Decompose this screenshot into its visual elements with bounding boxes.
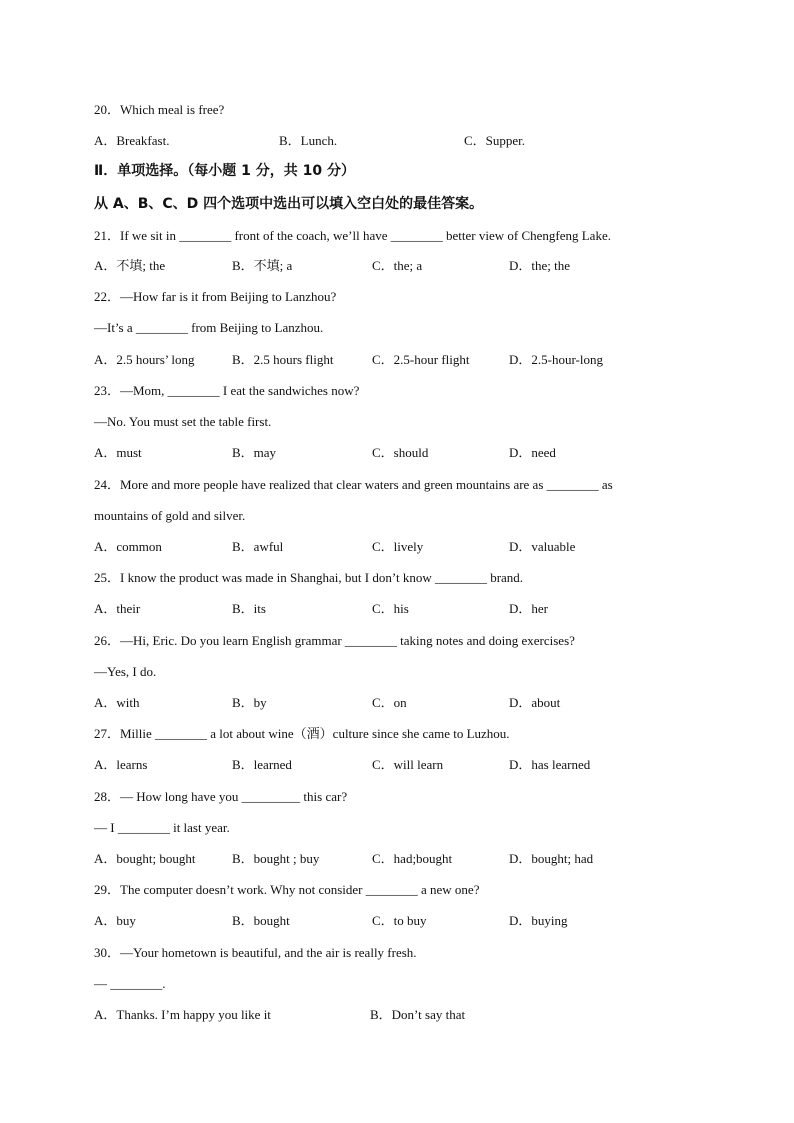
question-28-line-2: — I ________ it last year. [94,820,230,835]
option-c: C．will learn [372,757,444,772]
question-23-options [94,444,714,462]
option-c: C．to buy [372,913,427,928]
question-27-options [94,756,714,774]
option-a: A．must [94,445,142,460]
option-b: B．bought ; buy [232,851,320,866]
option-a: A．with [94,695,140,710]
question-30-options [94,1006,714,1024]
question-26-options [94,694,714,712]
question-28-options [94,850,714,868]
option-b: B．bought [232,913,290,928]
option-a: A．learns [94,757,148,772]
option-d: D．need [509,445,556,460]
option-a: A．common [94,539,162,554]
option-d: D．about [509,695,561,710]
option-b: B．Don’t say that [370,1007,466,1022]
question-22-line-1: 22．—How far is it from Beijing to Lanzhou? [94,289,337,304]
option-d: D．buying [509,913,568,928]
option-d: D．the; the [509,258,571,273]
question-26-line-2: —Yes, I do. [94,664,157,679]
question-25-line-1: 25．I know the product was made in Shanghai, but I don’t know ________ brand. [94,570,524,585]
option-c: C．his [372,601,409,616]
option-d: D．has learned [509,757,591,772]
option-b: B．its [232,601,266,616]
question-21-options [94,257,714,275]
option-a: A．Breakfast. [94,133,170,148]
option-d: D．bought; had [509,851,594,866]
question-28-line-1: 28．— How long have you _________ this car? [94,789,348,804]
option-b: B．2.5 hours flight [232,352,334,367]
question-29-options [94,912,714,930]
option-a: A．buy [94,913,136,928]
option-a: A．their [94,601,141,616]
option-b: B．learned [232,757,292,772]
option-c: C．the; a [372,258,423,273]
option-c: C．2.5-hour flight [372,352,470,367]
option-a: A．Thanks. I’m happy you like it [94,1007,271,1022]
option-b: B．by [232,695,267,710]
option-d: D．her [509,601,548,616]
option-a: A．2.5 hours’ long [94,352,195,367]
question-25-options [94,600,714,618]
section-instruction: 从 A、B、C、D 四个选项中选出可以填入空白处的最佳答案。 [94,196,484,212]
question-21-line-1: 21．If we sit in ________ front of the coach, we’ll have ________ better view of Chengfeng Lake. [94,228,611,243]
option-d: D．2.5-hour-long [509,352,603,367]
option-b: B．awful [232,539,284,554]
question-20-options [94,132,714,150]
section-heading: Ⅱ．单项选择。（每小题 1 分，共 10 分） [94,163,355,179]
option-b: B．may [232,445,277,460]
question-23-line-1: 23．—Mom, ________ I eat the sandwiches now? [94,383,360,398]
option-c: C．had;bought [372,851,453,866]
option-c: C．should [372,445,429,460]
option-d: D．valuable [509,539,576,554]
option-b: B．Lunch. [279,133,338,148]
option-a: A．不填; the [94,258,166,273]
option-c: C．on [372,695,407,710]
question-20-stem: 20．Which meal is free? [94,102,225,117]
question-24-line-1: 24．More and more people have realized that clear waters and green mountains are as ________ as [94,477,613,492]
option-c: C．lively [372,539,424,554]
question-23-line-2: —No. You must set the table first. [94,414,272,429]
option-c: C．Supper. [464,133,526,148]
question-22-options [94,351,714,369]
question-30-line-1: 30．—Your hometown is beautiful, and the air is really fresh. [94,945,417,960]
question-26-line-1: 26．—Hi, Eric. Do you learn English grammar ________ taking notes and doing exercises? [94,633,575,648]
question-24-options [94,538,714,556]
question-29-line-1: 29．The computer doesn’t work. Why not consider ________ a new one? [94,882,480,897]
question-30-line-2: — ________. [94,976,166,991]
option-a: A．bought; bought [94,851,196,866]
question-22-line-2: —It’s a ________ from Beijing to Lanzhou. [94,320,324,335]
option-b: B．不填; a [232,258,293,273]
question-27-line-1: 27．Millie ________ a lot about wine（酒）culture since she came to Luzhou. [94,726,510,741]
question-24-line-2: mountains of gold and silver. [94,508,246,523]
